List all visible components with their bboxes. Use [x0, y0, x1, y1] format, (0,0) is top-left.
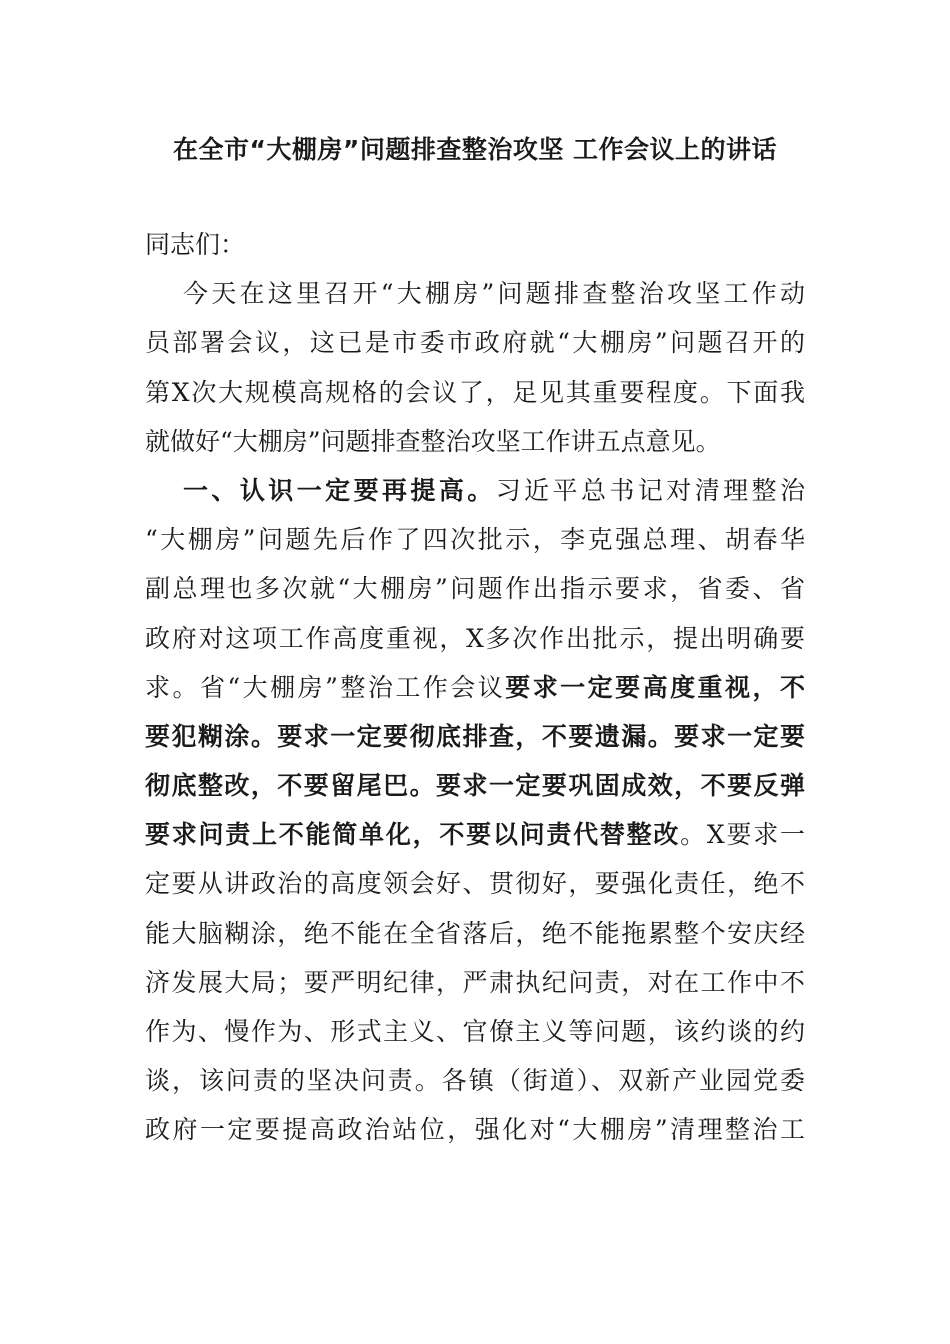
text-line: 政府一定要提高政治站位，强化对“大棚房”清理整治工	[145, 1115, 805, 1145]
text-line: 作为、慢作为、形式主义、官僚主义等问题，该约谈的约	[145, 1017, 805, 1046]
text-line: 谈，该问责的坚决问责。各镇（街道）、双新产业园党委	[145, 1066, 805, 1096]
paragraph-intro	[145, 269, 805, 466]
text-run: 求。省“大棚房”整治工作会议	[145, 672, 506, 702]
text-line	[145, 663, 805, 712]
bold-line: 彻底整改，不要留尾巴。要求一定要巩固成效，不要反弹	[145, 771, 805, 801]
paragraph-point-one	[145, 466, 805, 1155]
text-line: 能大脑糊涂，绝不能在全省落后，绝不能拖累整个安庆经	[145, 918, 805, 948]
text-line: 就做好“大棚房”问题排查整治攻坚工作讲五点意见。	[145, 426, 721, 456]
bold-run: 要求问责上不能简单化，不要以问责代替整改	[145, 820, 681, 850]
text-line: 员部署会议，这已是市委市政府就“大棚房”问题召开的	[145, 328, 805, 358]
text-line: 第X次大规模高规格的会议了，足见其重要程度。下面我	[145, 377, 805, 407]
section-heading: 一、认识一定要再提高。	[183, 475, 496, 505]
document-body	[145, 220, 805, 1155]
text-line	[145, 466, 805, 515]
text-line: 政府对这项工作高度重视，X多次作出批示，提出明确要	[145, 623, 805, 653]
text-line: “大棚房”问题先后作了四次批示，李克强总理、胡春华	[145, 525, 805, 555]
text-line	[145, 810, 805, 859]
bold-run: 要求一定要高度重视，不	[505, 672, 805, 702]
document-title: 在全市“大棚房”问题排查整治攻坚 工作会议上的讲话	[172, 135, 778, 164]
text-line: 济发展大局；要严明纪律，严肃执纪问责，对在工作中不	[145, 967, 805, 997]
bold-line: 要犯糊涂。要求一定要彻底排查，不要遗漏。要求一定要	[145, 721, 805, 751]
text-line: 副总理也多次就“大棚房”问题作出指示要求，省委、省	[145, 574, 805, 604]
text-line: 定要从讲政治的高度领会好、贯彻好，要强化责任，绝不	[145, 869, 805, 899]
text-line: 今天在这里召开“大棚房”问题排查整治攻坚工作动	[183, 279, 805, 309]
text-run: 。X要求一	[680, 820, 805, 850]
text-run: 习近平总书记对清理整治	[495, 475, 805, 505]
greeting: 同志们：	[145, 230, 246, 259]
